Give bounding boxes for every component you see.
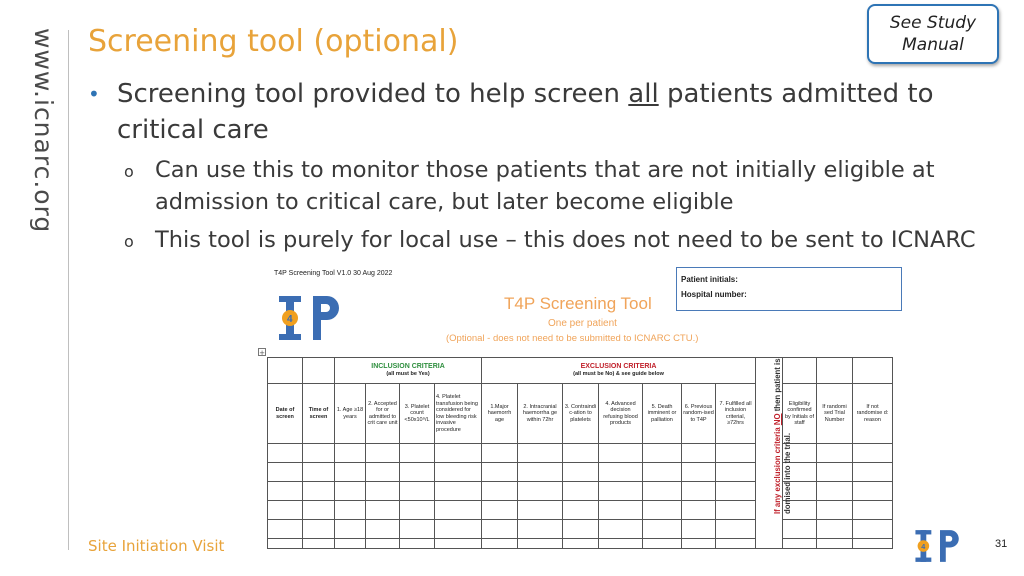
empty-cell: [335, 539, 366, 549]
col-age: 1. Age ≥18 years: [335, 384, 366, 444]
exclusion-header: [482, 358, 756, 384]
bullet-main-text: [117, 76, 988, 148]
slide-title: Screening tool (optional): [88, 24, 459, 59]
svg-text:4: 4: [921, 541, 926, 551]
col-fulfilled: 7. Fulfilled all inclusion criterial, ≥72hrs: [716, 384, 756, 444]
empty-cell: [366, 482, 400, 501]
rotated-exclusion-note: [773, 358, 797, 514]
empty-cell: [643, 482, 682, 501]
empty-cell: [783, 520, 817, 539]
empty-cell: [563, 444, 599, 463]
empty-cell: [518, 482, 563, 501]
empty-cell: [335, 482, 366, 501]
svg-text:4: 4: [287, 314, 293, 325]
empty-cell: [817, 520, 853, 539]
inclusion-header: [335, 358, 482, 384]
tool-subtitle: One per patient: [548, 318, 617, 329]
empty-cell: [303, 539, 335, 549]
col-date: Date of screen: [268, 384, 303, 444]
corner-cell: [268, 358, 303, 384]
empty-cell: [643, 539, 682, 549]
rotated-no: NO: [773, 413, 782, 426]
sub-bullet-2-text: This tool is purely for local use – this does not need to be sent to ICNARC: [155, 227, 976, 253]
empty-cell: [518, 539, 563, 549]
t4p-logo-icon: [914, 527, 966, 565]
empty-cell: [335, 501, 366, 520]
empty-cell: [366, 463, 400, 482]
empty-cell: [643, 520, 682, 539]
bullet-text-before: Screening tool provided to help screen: [117, 79, 629, 109]
empty-cell: [482, 539, 518, 549]
empty-cell: [518, 444, 563, 463]
empty-cell: [366, 539, 400, 549]
empty-cell: [335, 463, 366, 482]
empty-cell: [366, 501, 400, 520]
col-previous: 6. Previous random-ised to T4P: [682, 384, 716, 444]
empty-cell: [643, 463, 682, 482]
empty-cell: [518, 463, 563, 482]
bullet-marker: •: [88, 82, 100, 106]
sub-bullet-marker: o: [124, 232, 134, 251]
empty-cell: [853, 482, 893, 501]
empty-cell: [599, 501, 643, 520]
empty-cell: [563, 501, 599, 520]
empty-cell: [853, 520, 893, 539]
col-eligibility: Eligibility confirmed by Initials of staff: [783, 384, 817, 444]
empty-cell: [482, 501, 518, 520]
empty-cell: [303, 444, 335, 463]
col-time: Time of screen: [303, 384, 335, 444]
empty-cell: [518, 501, 563, 520]
empty-cell: [400, 444, 435, 463]
col-platelet-count: 3. Platelet count <50x10⁹/L: [400, 384, 435, 444]
hospital-number-label: Hospital number:: [681, 290, 747, 299]
empty-cell: [268, 482, 303, 501]
col-contraindication: 3. Contraindi c-ation to platelets: [563, 384, 599, 444]
empty-cell: [303, 463, 335, 482]
empty-cell: [817, 539, 853, 549]
empty-cell: [366, 520, 400, 539]
table-move-icon: +: [259, 349, 265, 357]
empty-cell: [482, 444, 518, 463]
rotated-text: [773, 358, 793, 514]
empty-cell: [400, 482, 435, 501]
empty-cell: [518, 520, 563, 539]
rotated-before: If any exclusion criteria: [773, 425, 782, 514]
empty-cell: [303, 501, 335, 520]
tool-note: (Optional - does not need to be submitted to ICNARC CTU.): [446, 333, 699, 344]
empty-cell: [400, 501, 435, 520]
col-advanced-decision: 4. Advanced decision refusing blood products: [599, 384, 643, 444]
empty-cell: [563, 463, 599, 482]
empty-cell: [682, 444, 716, 463]
tool-title: T4P Screening Tool: [504, 294, 652, 313]
empty-cell: [716, 463, 756, 482]
exclusion-title: EXCLUSION CRITERIA: [580, 363, 657, 370]
footer-label: Site Initiation Visit: [88, 537, 225, 555]
empty-cell: [682, 482, 716, 501]
empty-cell: [783, 539, 817, 549]
sub-bullet-1-text: Can use this to monitor those patients that are not initially eligible at admission to critical care, but later become eligible: [155, 157, 935, 215]
see-study-manual-callout: [867, 4, 999, 64]
empty-cell: [482, 463, 518, 482]
bullet-text-after: patients admitted to critical care: [117, 79, 934, 145]
empty-cell: [853, 501, 893, 520]
col-not-randomised: If not randomise d: reason: [853, 384, 893, 444]
empty-cell: [716, 539, 756, 549]
document-header: T4P Screening Tool V1.0 30 Aug 2022: [274, 270, 393, 277]
sub-bullet-marker: o: [124, 162, 134, 181]
empty-cell: [853, 539, 893, 549]
empty-cell: [563, 539, 599, 549]
t4p-logo-icon: [277, 292, 349, 344]
col-major-haemorrhage: 1.Major haemorrh age: [482, 384, 518, 444]
blank-cell: [853, 358, 893, 384]
callout-line2: Manual: [902, 35, 964, 55]
empty-cell: [643, 501, 682, 520]
empty-cell: [599, 463, 643, 482]
sub-bullet-2: [124, 224, 1004, 256]
sub-bullet-1: [124, 154, 1004, 218]
empty-cell: [268, 501, 303, 520]
empty-cell: [682, 463, 716, 482]
empty-cell: [366, 444, 400, 463]
empty-cell: [335, 520, 366, 539]
col-death-imminent: 5. Death imminent or palliation: [643, 384, 682, 444]
empty-cell: [682, 501, 716, 520]
empty-cell: [817, 501, 853, 520]
bullet-main: [88, 76, 988, 148]
empty-cell: [400, 539, 435, 549]
empty-cell: [682, 539, 716, 549]
patient-info-box: [676, 267, 902, 311]
empty-cell: [599, 539, 643, 549]
empty-cell: [563, 520, 599, 539]
empty-cell: [563, 482, 599, 501]
empty-cell: [400, 520, 435, 539]
empty-cell: [716, 520, 756, 539]
empty-cell: [482, 482, 518, 501]
empty-cell: [268, 463, 303, 482]
empty-cell: [303, 482, 335, 501]
empty-cell: [435, 501, 482, 520]
page-number: 31: [995, 538, 1008, 550]
empty-cell: [599, 482, 643, 501]
empty-cell: [400, 463, 435, 482]
empty-cell: [303, 520, 335, 539]
divider-line: [68, 30, 69, 550]
empty-cell: [268, 444, 303, 463]
col-transfusion: 4. Platelet transfusion being considered for low bleeding risk invasive procedure: [435, 384, 482, 444]
exclusion-subtitle: (all must be No) & see guide below: [573, 370, 664, 377]
corner-cell: [303, 358, 335, 384]
empty-cell: [435, 539, 482, 549]
empty-cell: [268, 520, 303, 539]
empty-cell: [482, 520, 518, 539]
empty-cell: [716, 482, 756, 501]
empty-cell: [817, 463, 853, 482]
rotated-after: then patient is: [773, 358, 782, 414]
blank-cell: [817, 358, 853, 384]
empty-cell: [268, 539, 303, 549]
website-url: www.icnarc.org: [29, 28, 58, 234]
empty-cell: [435, 463, 482, 482]
empty-cell: [435, 482, 482, 501]
screening-table: [267, 357, 893, 549]
inclusion-title: INCLUSION CRITERIA: [371, 363, 445, 370]
empty-cell: [643, 444, 682, 463]
rotated-line2: domised into the trial.: [783, 432, 792, 514]
callout-line1: See Study: [889, 13, 977, 33]
bullet-text-emphasis: all: [628, 79, 659, 109]
empty-cell: [435, 520, 482, 539]
empty-cell: [435, 444, 482, 463]
empty-cell: [853, 463, 893, 482]
empty-cell: [599, 520, 643, 539]
inclusion-subtitle: (all must be Yes): [386, 370, 430, 377]
patient-initials-label: Patient initials:: [681, 275, 738, 284]
col-accepted: 2. Accepted for or admitted to crit care unit: [366, 384, 400, 444]
col-randomised: If randomi sed Trial Number: [817, 384, 853, 444]
empty-cell: [817, 444, 853, 463]
empty-cell: [682, 520, 716, 539]
rotated-line1: [773, 358, 783, 514]
empty-cell: [817, 482, 853, 501]
empty-cell: [716, 444, 756, 463]
empty-cell: [716, 501, 756, 520]
col-intracranial: 2. Intracranial haemorrha ge within 72hr: [518, 384, 563, 444]
empty-cell: [599, 444, 643, 463]
empty-cell: [335, 444, 366, 463]
empty-cell: [853, 444, 893, 463]
